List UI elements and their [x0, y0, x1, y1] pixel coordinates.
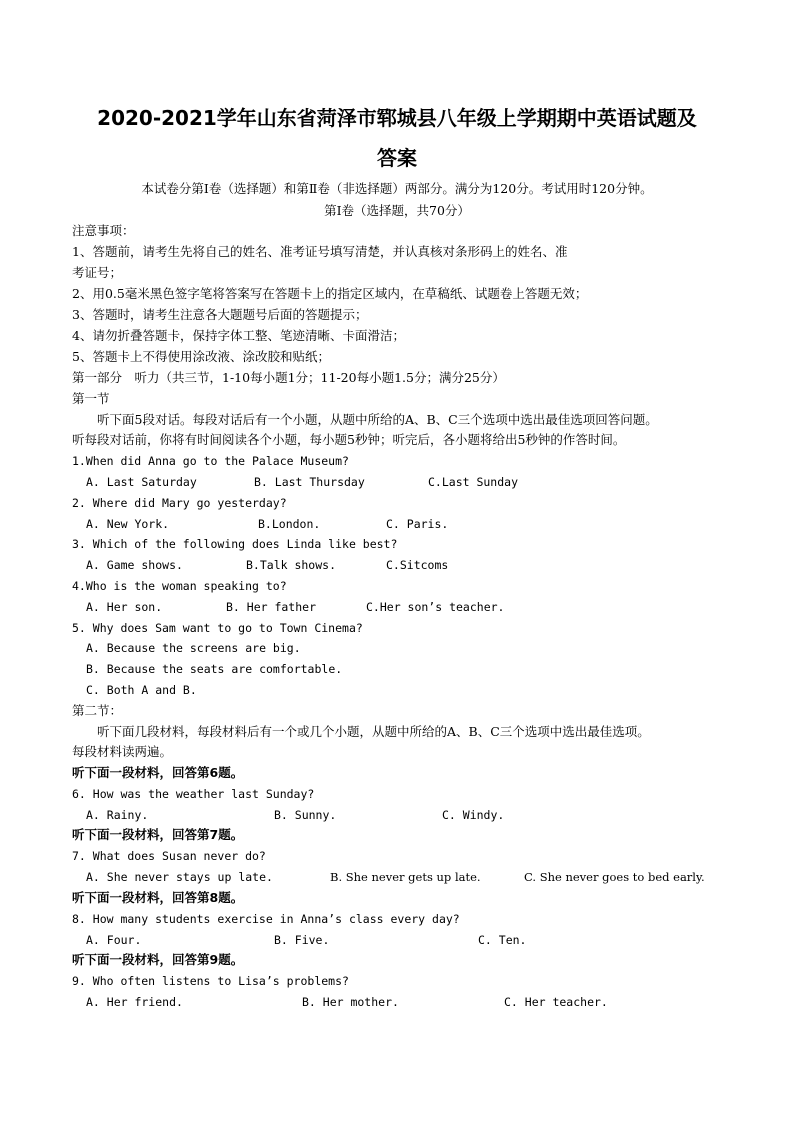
note-4: 4、请勿折叠答题卡，保持字体工整、笔迹清晰、卡面滑洁；: [72, 328, 405, 343]
q6-option-b: B. Sunny.: [274, 808, 337, 822]
q9-option-a: A. Her friend.: [86, 995, 183, 1009]
sub2-instruction-2: 每段材料读两遍。: [72, 744, 173, 759]
q3-option-a: A. Game shows.: [86, 558, 183, 572]
note-5: 5、答题卡上不得使用涂改液、涂改胶和贴纸；: [72, 349, 330, 364]
q6-option-c: C. Windy.: [442, 808, 505, 822]
note-2: 2、用0.5毫米黑色签字笔将答案写在答题卡上的指定区域内，在草稿纸、试题卷上答题无效；: [72, 286, 588, 301]
exam-title-line-2: 答案: [377, 146, 417, 170]
q5-option-c: C. Both A and B.: [86, 683, 197, 697]
q4-option-c: C.Her son’s teacher.: [366, 600, 505, 614]
question-9: 9. Who often listens to Lisa’s problems?: [72, 974, 349, 988]
sub1-instruction-1: 听下面5段对话。每段对话后有一个小题，从题中所给的A、B、C三个选项中选出最佳选项回答问题。: [97, 412, 658, 427]
q6-option-a: A. Rainy.: [86, 808, 149, 822]
section1-heading: 第一部分 听力（共三节，1-10每小题1分；11-20每小题1.5分；满分25分）: [72, 370, 505, 385]
question-8: 8. How many students exercise in Anna’s class every day?: [72, 912, 460, 926]
q5-option-b: B. Because the seats are comfortable.: [86, 662, 343, 676]
q9-option-b: B. Her mother.: [302, 995, 399, 1009]
sub1-instruction-2: 听每段对话前，你将有时间阅读各个小题，每小题5秒钟；听完后，各小题将给出5秒钟的作答时间。: [72, 432, 626, 447]
question-7: 7. What does Susan never do?: [72, 849, 266, 863]
question-6: 6. How was the weather last Sunday?: [72, 787, 315, 801]
question-5: 5. Why does Sam want to go to Town Cinema?: [72, 621, 363, 635]
exam-title-line-1: 2020-2021学年山东省菏泽市郓城县八年级上学期期中英语试题及: [97, 106, 697, 130]
q4-option-a: A. Her son.: [86, 600, 163, 614]
question-1: 1.When did Anna go to the Palace Museum?: [72, 454, 349, 468]
q7-option-b: B. She never gets up late.: [330, 870, 481, 884]
notes-heading: 注意事项：: [72, 223, 135, 238]
q1-option-c: C.Last Sunday: [428, 475, 519, 489]
q8-option-c: C. Ten.: [478, 933, 527, 947]
q2-option-a: A. New York.: [86, 517, 170, 531]
q8-option-b: B. Five.: [274, 933, 330, 947]
exam-intro: 本试卷分第Ⅰ卷（选择题）和第Ⅱ卷（非选择题）两部分。满分为120分。考试用时120分钟。: [141, 181, 653, 196]
question-3: 3. Which of the following does Linda like best?: [72, 537, 398, 551]
q2-option-c: C. Paris.: [386, 517, 449, 531]
question-4: 4.Who is the woman speaking to?: [72, 579, 287, 593]
listen-prompt-8: 听下面一段材料，回答第8题。: [72, 890, 244, 905]
note-1-cont: 考证号；: [72, 265, 123, 280]
q3-option-c: C.Sitcoms: [386, 558, 449, 572]
note-1: 1、答题前，请考生先将自己的姓名、准考证号填写清楚，并认真核对条形码上的姓名、准: [72, 244, 568, 259]
q7-option-c: C. She never goes to bed early.: [524, 870, 705, 884]
note-3: 3、答题时，请考生注意各大题题号后面的答题提示；: [72, 307, 368, 322]
sub1-heading: 第一节: [72, 391, 110, 406]
listen-prompt-9: 听下面一段材料，回答第9题。: [72, 952, 244, 967]
question-2: 2. Where did Mary go yesterday?: [72, 496, 287, 510]
q1-option-a: A. Last Saturday: [86, 475, 197, 489]
listen-prompt-6: 听下面一段材料，回答第6题。: [72, 765, 244, 780]
q5-option-a: A. Because the screens are big.: [86, 641, 301, 655]
q7-option-a: A. She never stays up late.: [86, 870, 273, 884]
q3-option-b: B.Talk shows.: [246, 558, 337, 572]
part1-heading: 第Ⅰ卷（选择题，共70分）: [324, 203, 470, 218]
q8-option-a: A. Four.: [86, 933, 142, 947]
q2-option-b: B.London.: [258, 517, 321, 531]
q9-option-c: C. Her teacher.: [504, 995, 608, 1009]
sub2-heading: 第二节：: [72, 703, 123, 718]
sub2-instruction-1: 听下面几段材料，每段材料后有一个或几个小题，从题中所给的A、B、C三个选项中选出最佳选项。: [97, 724, 650, 739]
listen-prompt-7: 听下面一段材料，回答第7题。: [72, 827, 244, 842]
q1-option-b: B. Last Thursday: [254, 475, 365, 489]
q4-option-b: B. Her father: [226, 600, 317, 614]
